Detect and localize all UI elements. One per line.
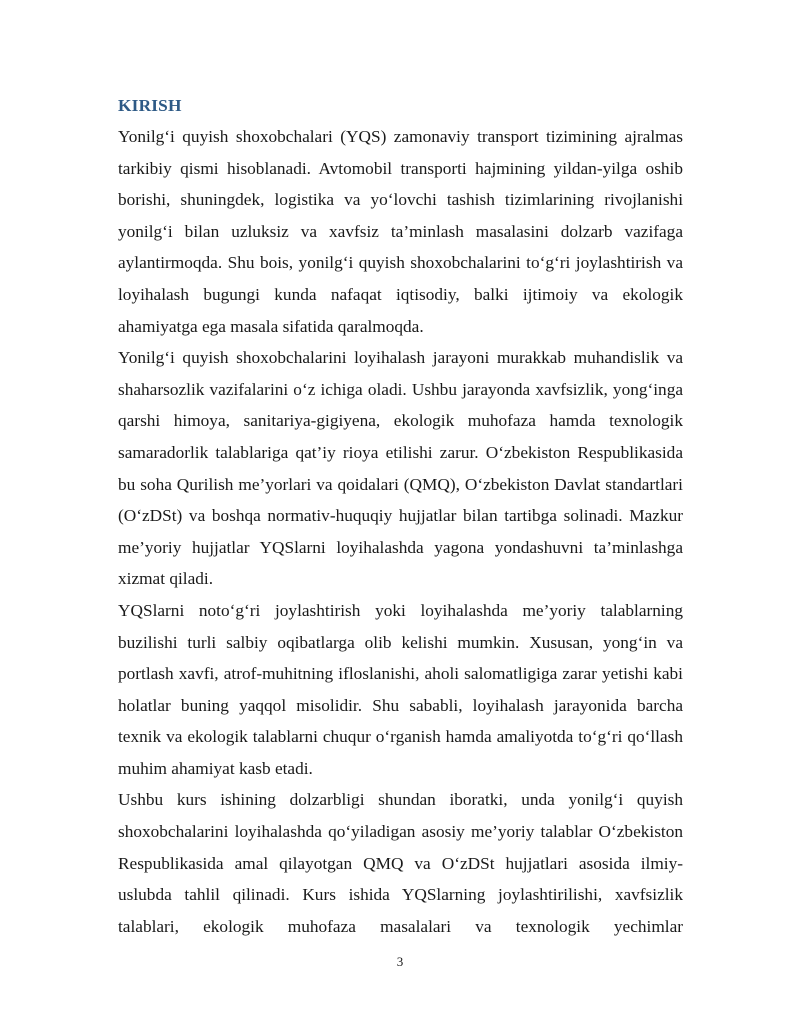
paragraph-1: Yonilg‘i quyish shoxobchalari (YQS) zamonaviy transport tizimining ajralmas tarkibiy qismi hisoblanadi. Avtomobil transporti hajmining yildan-yilga oshib borishi, shuningdek, logistika va yo‘lovchi tashish tizimlarining rivojlanishi yonilg‘i bilan uzluksiz va xavfsiz ta’minlash masalasini dolzarb vazifaga aylantirmoqda. Shu bois, yonilg‘i quyish shoxobchalarini to‘g‘ri joylashtirish va loyihalash bugungi kunda nafaqat iqtisodiy, balki ijtimoiy va ekologik ahamiyatga ega masala sifatida qaralmoqda. [118,127,683,336]
page-number: 3 [396,954,404,969]
page-content [118,92,683,942]
section-heading: KIRISH [118,96,182,115]
paragraph-2: Yonilg‘i quyish shoxobchalarini loyihalash jarayoni murakkab muhandislik va shaharsozlik vazifalarini o‘z ichiga oladi. Ushbu jarayonda xavfsizlik, yong‘inga qarshi himoya, sanitariya-gigiyena, ekologik muhofaza hamda texnologik samaradorlik talablariga qat’iy rioya etilishi zarur. O‘zbekiston Respublikasida bu soha Qurilish me’yorlari va qoidalari (QMQ), O‘zbekiston Davlat standartlari (O‘zDSt) va boshqa normativ-huquqiy hujjatlar bilan tartibga solinadi. Mazkur me’yoriy hujjatlar YQSlarni loyihalashda yagona yondashuvni ta’minlashga xizmat qiladi. [118,348,683,589]
paragraph-4: Ushbu kurs ishining dolzarbligi shundan iboratki, unda yonilg‘i quyish shoxobchalarini loyihalashda qo‘yiladigan asosiy me’yoriy talablar O‘zbekiston Respublikasida amal qilayotgan QMQ va O‘zDSt hujjatlari asosida ilmiy-uslubda tahlil qilinadi. Kurs ishida YQSlarning joylashtirilishi, xavfsizlik talablari, ekologik muhofaza masalalari va texnologik yechimlar [118,790,683,936]
paragraph-3: YQSlarni noto‘g‘ri joylashtirish yoki loyihalashda me’yoriy talablarning buzilishi turli salbiy oqibatlarga olib kelishi mumkin. Xususan, yong‘in va portlash xavfi, atrof-muhitning ifloslanishi, aholi salomatligiga zarar yetishi kabi holatlar buning yaqqol misolidir. Shu sababli, loyihalash jarayonida barcha texnik va ekologik talablarni chuqur o‘rganish hamda amaliyotda to‘g‘ri qo‘llash muhim ahamiyat kasb etadi. [118,600,683,778]
